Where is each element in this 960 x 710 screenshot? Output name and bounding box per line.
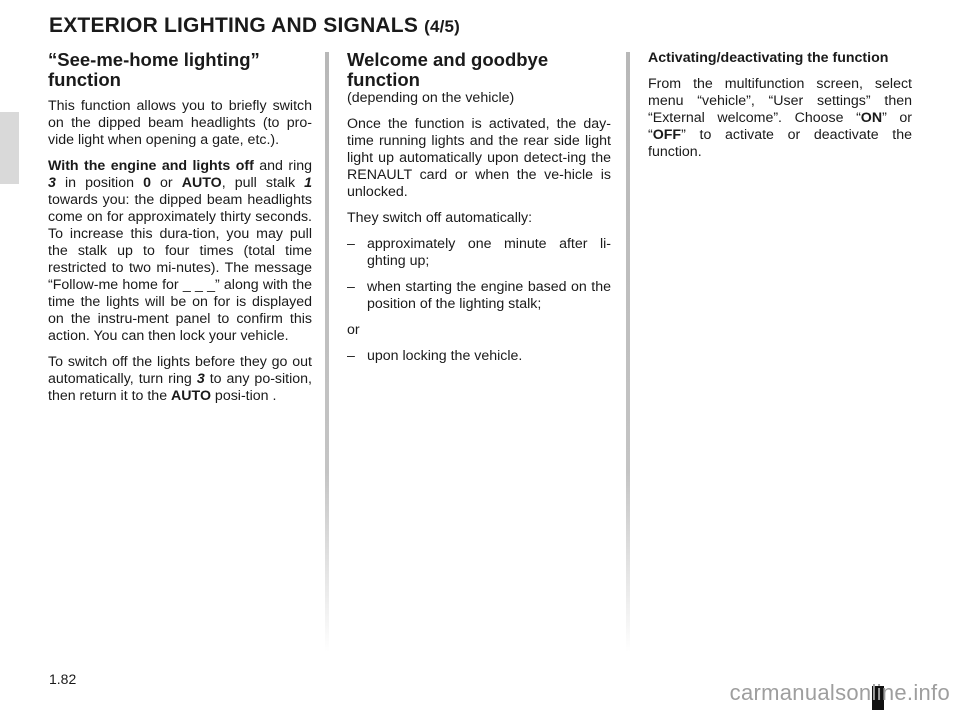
paragraph-switch-off-auto: They switch off automatically:: [347, 210, 533, 226]
subheading-vehicle-note: (depending on the vehicle): [347, 90, 515, 106]
list-item: [347, 236, 611, 270]
text-run: To switch off the lights before they go out automatically, turn ring: [48, 354, 312, 387]
list-item-text: when starting the engine based on the position of the lighting stalk;: [367, 279, 611, 312]
column-divider-1: [325, 52, 329, 652]
text-run: posi-tion .: [210, 388, 277, 404]
list-dash: –: [347, 236, 355, 252]
column-welcome-goodbye: [347, 50, 611, 374]
on-label: ON: [860, 110, 883, 126]
text-run: ” or “: [648, 110, 912, 143]
list-item: [347, 348, 611, 365]
auto-label: AUTO: [171, 388, 211, 404]
list-item-text: upon locking the vehicle.: [367, 348, 523, 364]
page-part-indicator: (4/5): [424, 17, 461, 36]
list-dash: –: [347, 348, 355, 364]
paragraph-intro: This function allows you to briefly switch on the dipped beam headlights (to pro-vide light when opening a gate, etc.).: [48, 98, 312, 148]
page-title: [49, 14, 460, 38]
off-label: OFF: [652, 127, 682, 143]
text-run: and ring: [253, 158, 312, 174]
text-run: in position: [55, 175, 144, 191]
ring-number: 3: [196, 371, 205, 387]
page-number: 1.82: [49, 671, 77, 687]
position-zero: 0: [143, 175, 151, 191]
paragraph-activation: Once the function is activated, the day-time running lights and the rear side light light up automatically upon detect-ing the RENAULT card or when the ve-hicle is unlocked.: [347, 116, 611, 200]
list-item: [347, 279, 611, 313]
paragraph-or: or: [347, 322, 360, 338]
page-title-text: EXTERIOR LIGHTING AND SIGNALS: [49, 14, 419, 37]
stalk-number: 1: [304, 175, 313, 191]
text-run: towards you: the dipped beam headlights come on for approximately thirty seconds. To increase this dura-tion, you may pull the stalk up to four times (total time restricted to two mi-nutes). The message “Follow-me home for _ _ _” along with the time the lights will be on for is displayed on the instru-ment panel to confirm this action. You can then lock your vehicle.: [48, 192, 312, 344]
paragraph-instructions: [48, 158, 312, 345]
column-divider-2: [626, 52, 630, 652]
list-dash: –: [347, 279, 355, 295]
watermark: carmanualsonline.info: [729, 680, 950, 705]
section-heading-activating: Activating/deactivating the function: [648, 50, 889, 66]
paragraph-switch-off: [48, 354, 312, 405]
text-run: , pull stalk: [221, 175, 305, 191]
auto-label: AUTO: [181, 175, 222, 191]
text-run: ” to activate or deactivate the function.: [648, 127, 912, 160]
list-item-text: approximately one minute after li-ghting up;: [367, 236, 611, 269]
section-tab-marker: [0, 112, 19, 184]
column-activation: [648, 50, 912, 170]
paragraph-menu-path: [648, 76, 912, 161]
ring-number: 3: [48, 175, 56, 191]
section-heading-welcome: Welcome and goodbye function: [347, 49, 549, 90]
text-run: or: [150, 175, 182, 191]
text-run: to any po-sition, then return it to the: [48, 371, 312, 404]
column-see-me-home: [48, 50, 312, 414]
text-run: From the multifunction screen, select menu “vehicle”, “User settings” then “External welcome”. Choose “: [648, 76, 912, 126]
section-heading-see-me-home: “See-me-home lighting” function: [48, 49, 260, 90]
bold-condition: With the engine and lights off: [48, 158, 254, 174]
